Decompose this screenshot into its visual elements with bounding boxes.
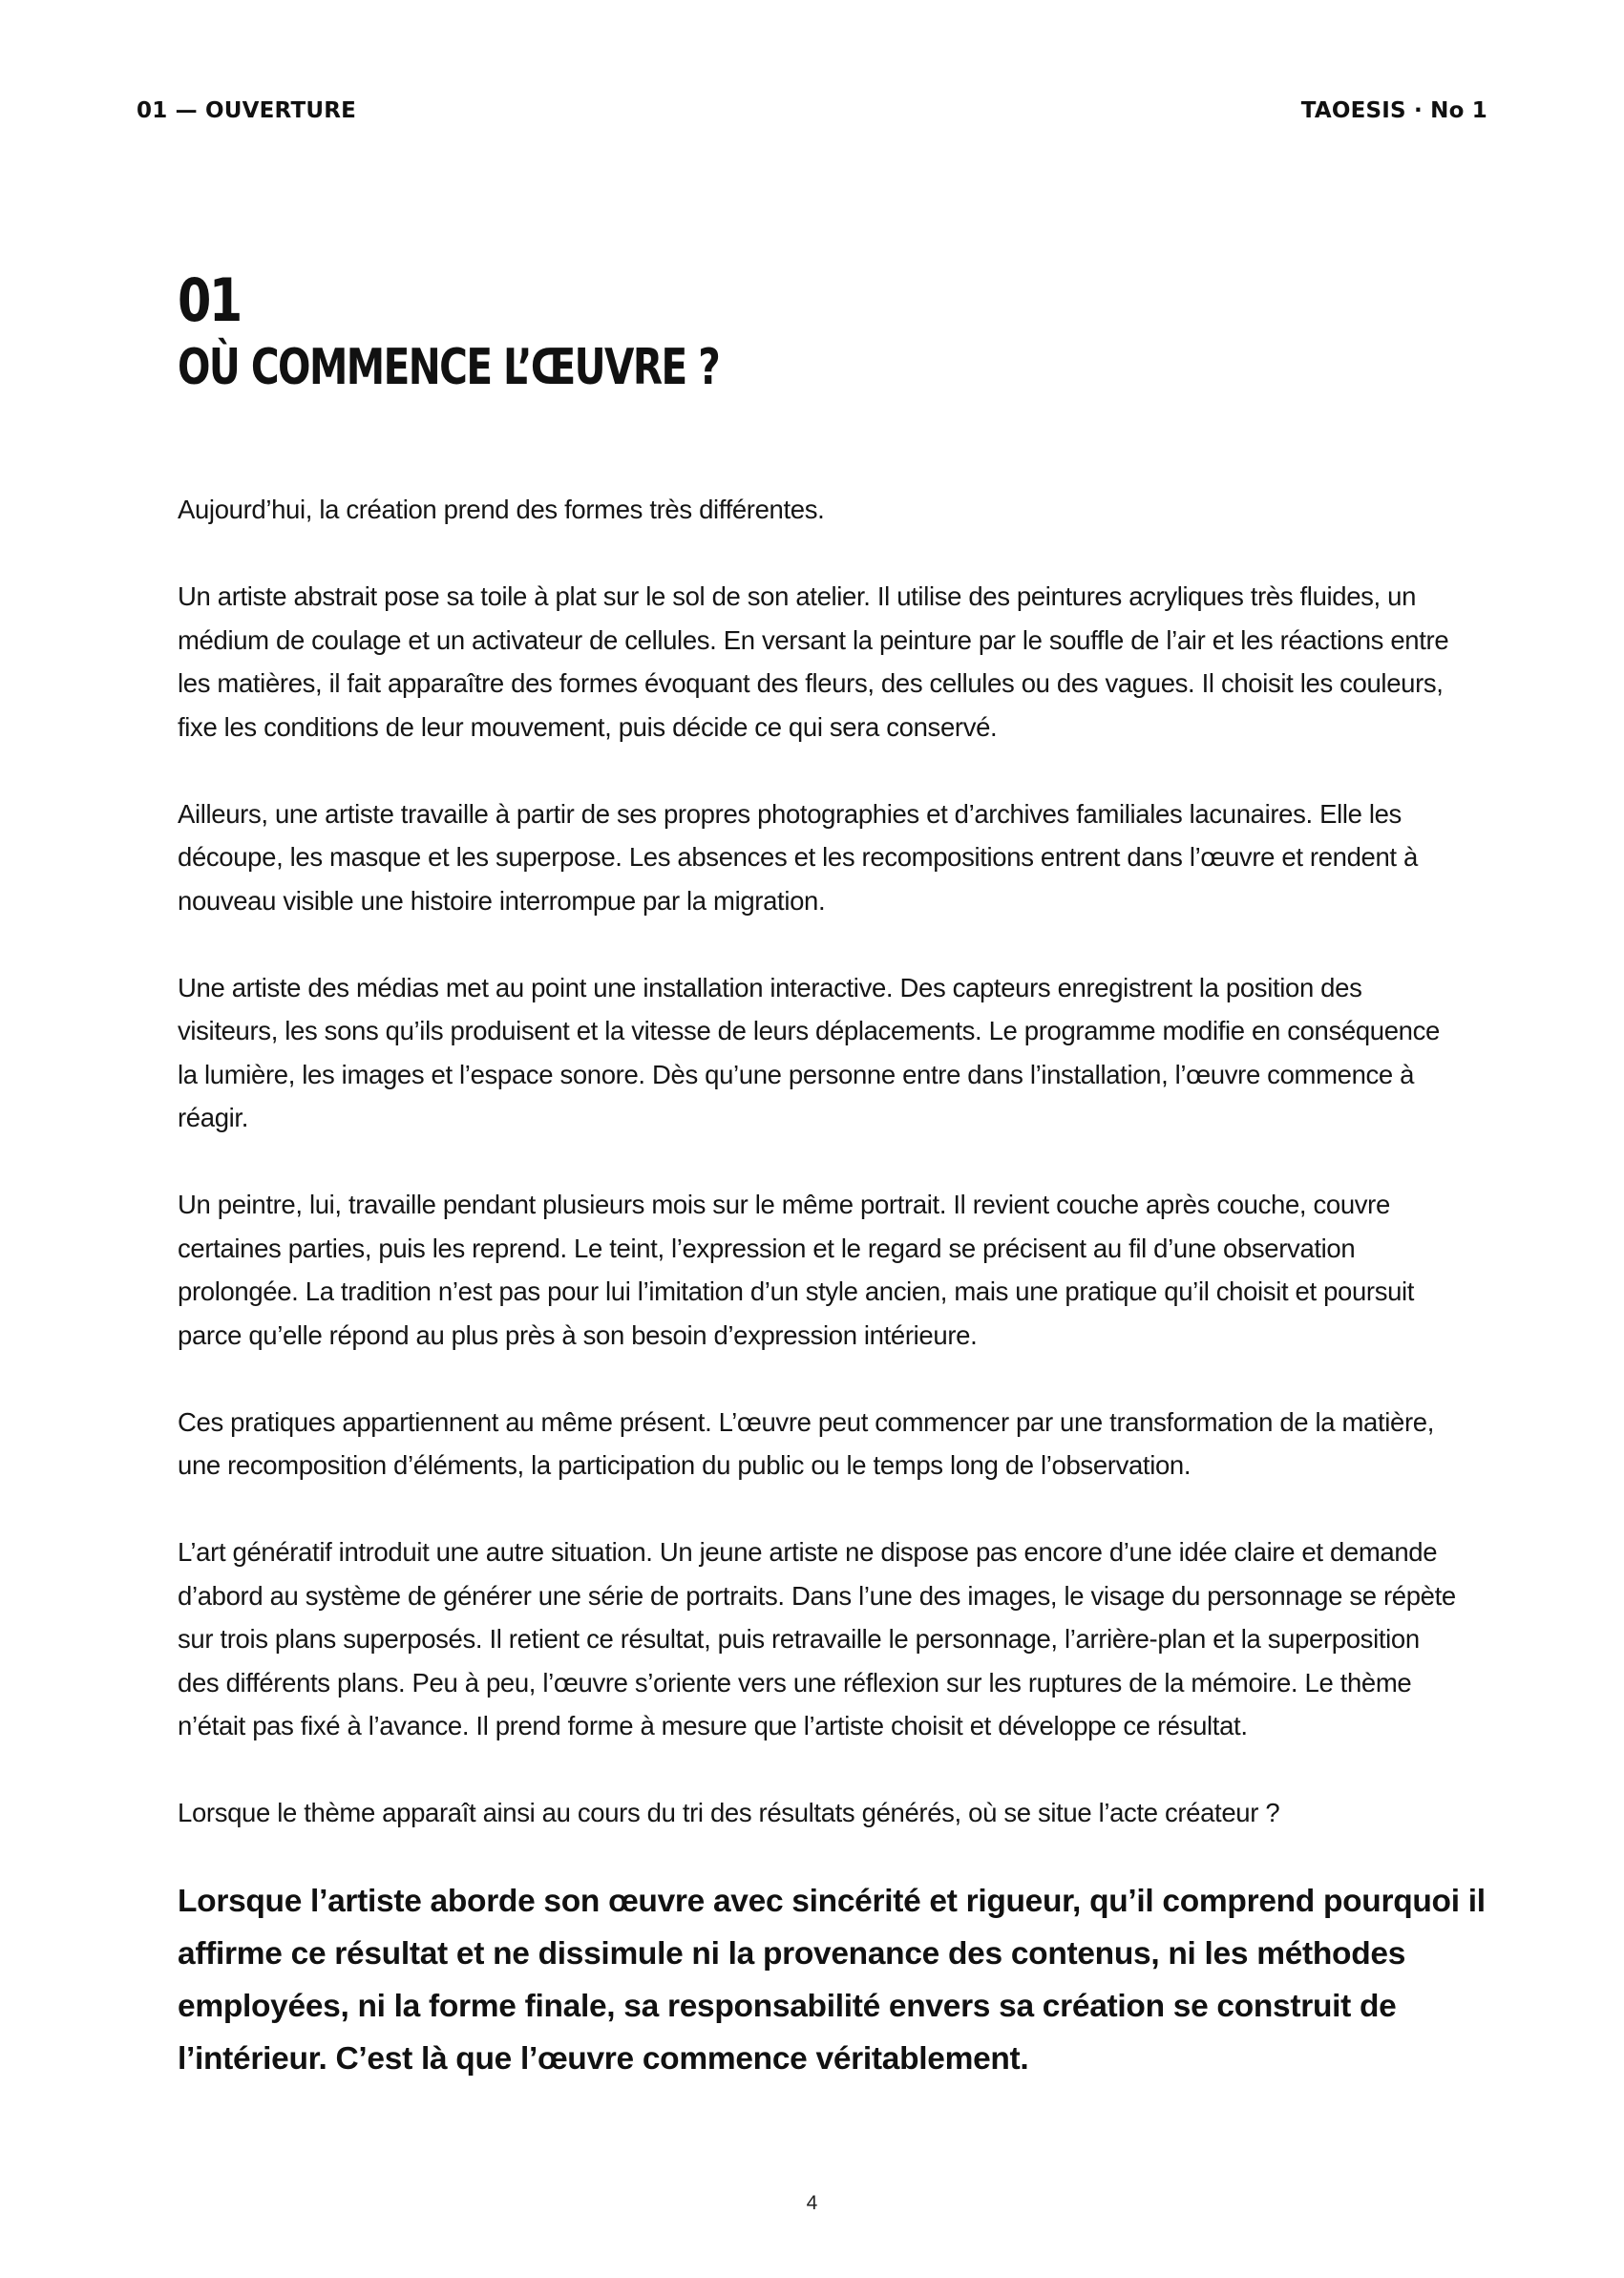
paragraph: Un peintre, lui, travaille pendant plusieurs mois sur le même portrait. Il revient couche après couche, couvre certaines parties, puis les reprend. Le teint, l’expression et le regard se précisent au fil d’une observation prolongée. La tradition n’est pas pour lui l’imitation d’un style ancien, mais une pratique qu’il choisit et poursuit parce qu’elle répond au plus près à son besoin d’expression intérieure. [178,1190,1415,1350]
page-title: OÙ COMMENCE L’ŒUVRE ? [178,339,720,396]
paragraph: Aujourd’hui, la création prend des formes très différentes. [178,495,825,524]
body-text [178,488,1457,1878]
section-label: 01 — OUVERTURE [137,98,357,123]
conclusion-statement: Lorsque l’artiste aborde son œuvre avec sincérité et rigueur, qu’il comprend pourquoi il affirme ce résultat et ne dissimule ni la provenance des contenus, ni les méthodes employées, ni la forme finale, sa responsabilité envers sa création se construit de l’intérieur. C’est là que l’œuvre commence véritablement. [178,1884,1486,2077]
running-header [137,94,1487,128]
section-number: 01 [178,265,241,335]
paragraph: Ces pratiques appartiennent au même présent. L’œuvre peut commencer par une transformation de la matière, une recomposition d’éléments, la participation du public ou le temps long de l’observation. [178,1406,1435,1480]
paragraph: L’art génératif introduit une autre situation. Un jeune artiste ne dispose pas encore d’une idée claire et demande d’abord au système de générer une série de portraits. Dans l’une des images, le visage du personnage se répète sur trois plans superposés. Il retient ce résultat, puis retravaille le personnage, l’arrière-plan et la superposition des différents plans. Peu à peu, l’œuvre s’oriente vers une réflexion sur les ruptures de la mémoire. Le thème n’était pas fixé à l’avance. Il prend forme à mesure que l’artiste choisit et développe ce résultat. [178,1537,1456,1740]
paragraph: Lorsque le thème apparaît ainsi au cours du tri des résultats générés, où se situe l’acte créateur ? [178,1798,1280,1827]
page-number: 4 [806,2192,818,2214]
paragraph: Un artiste abstrait pose sa toile à plat sur le sol de son atelier. Il utilise des peintures acryliques très fluides, un médium de coulage et un activateur de cellules. En versant la peinture par le souffle de l’air et les réactions entre les matières, il fait apparaître des formes évoquant des fleurs, des cellules ou des vagues. Il choisit les couleurs, fixe les conditions de leur mouvement, puis décide ce qui sera conservé. [178,581,1449,742]
publication-label: TAOESIS · No 1 [1300,98,1487,123]
paragraph: Ailleurs, une artiste travaille à partir de ses propres photographies et d’archives familiales lacunaires. Elle les découpe, les masque et les superpose. Les absences et les recompositions entrent dans l’œuvre et rendent à nouveau visible une histoire interrompue par la migration. [178,798,1418,916]
title-block [178,267,1419,397]
paragraph: Une artiste des médias met au point une installation interactive. Des capteurs enregistrent la position des visiteurs, les sons qu’ils produisent et la vitesse de leurs déplacements. Le programme modifie en conséquence la lumière, les images et l’espace sonore. Dès qu’une personne entre dans l’installation, l’œuvre commence à réagir. [178,972,1440,1132]
